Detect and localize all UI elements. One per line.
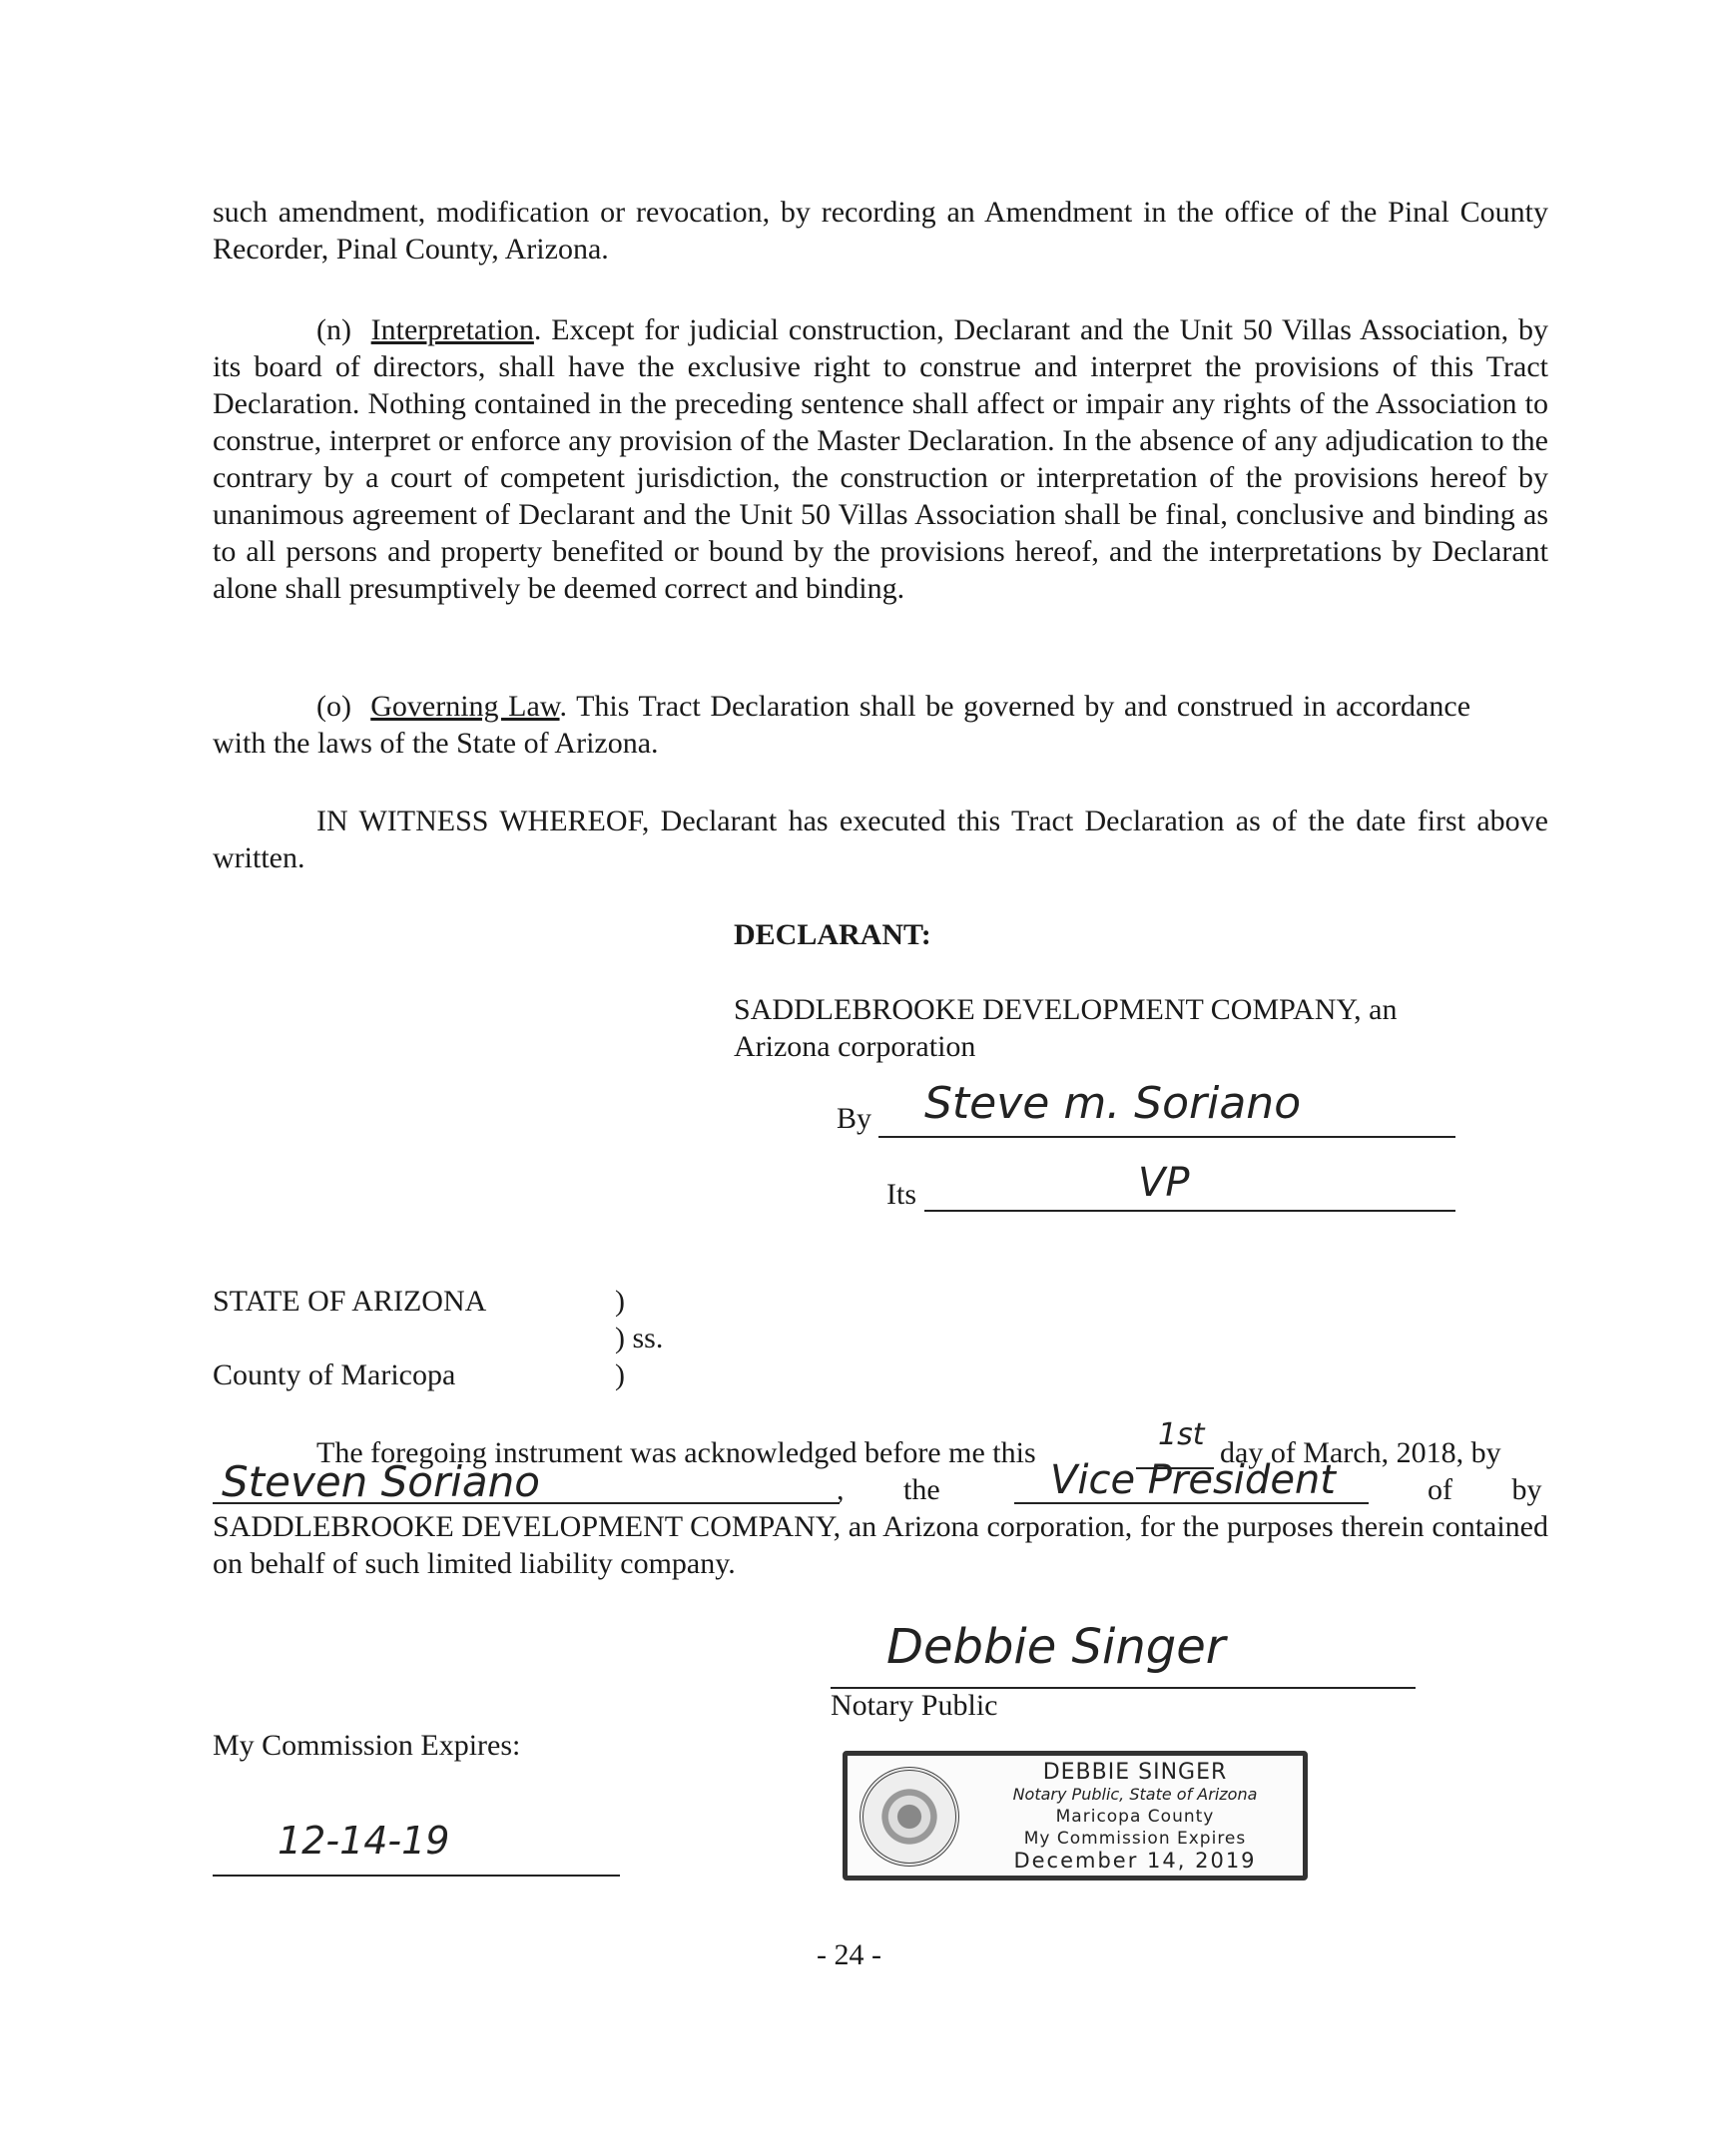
stamp-line1: Notary Public, State of Arizona: [1012, 1785, 1258, 1804]
venue-paren-bottom: ): [615, 1358, 625, 1391]
its-line: [924, 1210, 1455, 1212]
ack-text-c: SADDLEBROOKE DEVELOPMENT COMPANY, an Arizona corporation, for the purposes therein contained on behalf of such limited liability company.: [213, 1510, 1548, 1580]
venue-county: County of Maricopa: [213, 1358, 456, 1391]
stamp-line2: Maricopa County: [1055, 1807, 1215, 1827]
ack-of-by: of by: [1428, 1473, 1542, 1506]
interpretation-heading: Interpretation: [370, 313, 534, 346]
witness-paragraph: IN WITNESS WHEREOF, Declarant has executed this Tract Declaration as of the date first above written.: [213, 805, 1548, 874]
ack-the: the: [903, 1473, 940, 1506]
venue-state: STATE OF ARIZONA: [213, 1285, 487, 1318]
ack-text-a: The foregoing instrument was acknowledged before me this: [316, 1436, 1036, 1469]
declarant-signature: Steve m. Soriano: [924, 1078, 1302, 1129]
interpretation-label: (n): [316, 313, 351, 346]
ack-text-b: day of March, 2018, by: [1220, 1436, 1501, 1469]
its-label: Its: [886, 1178, 916, 1211]
governing-law-paragraph: [213, 688, 1470, 762]
by-label: By: [837, 1102, 872, 1135]
ack-comma: ,: [837, 1473, 845, 1506]
stamp-line3: My Commission Expires: [1023, 1829, 1247, 1849]
interpretation-text: . Except for judicial construction, Declarant and the Unit 50 Villas Association, by its board of directors, shall have the exclusive right to construe and interpret the provisions of this Tract Declaration. Nothing contained in the preceding sentence shall affect or impair any rights of the Association to construe, interpret or enforce any provision of the Master Declaration. In the absence of any adjudication to the contrary by a court of competent jurisdiction, the construction or interpretation of the provisions hereof by unanimous agreement of Declarant and the Unit 50 Villas Association shall be final, conclusive and binding as to all persons and property benefited or bound by the provisions hereof, and the interpretations by Declarant alone shall presumptively be deemed correct and binding.: [213, 313, 1549, 605]
continuation-paragraph: such amendment, modification or revocation, by recording an Amendment in the office of the Pinal County Recorder, Pinal County, Arizona.: [213, 196, 1548, 266]
governing-law-text: . This Tract Declaration shall be governed by and construed in accordance with the laws of the State of Arizona.: [213, 690, 1471, 760]
its-value: VP: [1138, 1160, 1190, 1206]
notary-seal-icon: [860, 1767, 959, 1867]
notary-label: Notary Public: [831, 1689, 998, 1722]
venue-paren-top: ): [615, 1285, 625, 1318]
interpretation-paragraph: [213, 311, 1548, 607]
declarant-company-line1: SADDLEBROOKE DEVELOPMENT COMPANY, an: [734, 993, 1398, 1026]
by-signature-line: [878, 1136, 1455, 1138]
commission-label: My Commission Expires:: [213, 1729, 521, 1762]
governing-law-label: (o): [316, 690, 351, 723]
commission-date: 12-14-19: [278, 1819, 450, 1863]
page-number: - 24 -: [817, 1938, 881, 1971]
stamp-name: DEBBIE SINGER: [1042, 1760, 1228, 1785]
commission-date-line: [213, 1875, 620, 1877]
ack-day: 1st: [1158, 1417, 1205, 1452]
stamp-line4: December 14, 2019: [1013, 1849, 1257, 1873]
declarant-company-line2: Arizona corporation: [734, 1030, 976, 1063]
venue-ss: ) ss.: [615, 1322, 664, 1354]
notary-signature: Debbie Singer: [886, 1619, 1226, 1675]
ack-title: Vice President: [1050, 1457, 1336, 1503]
ack-name: Steven Soriano: [222, 1457, 540, 1506]
declarant-heading: DECLARANT:: [734, 918, 931, 951]
governing-law-heading: Governing Law: [370, 690, 560, 723]
notary-stamp: [843, 1751, 1308, 1881]
